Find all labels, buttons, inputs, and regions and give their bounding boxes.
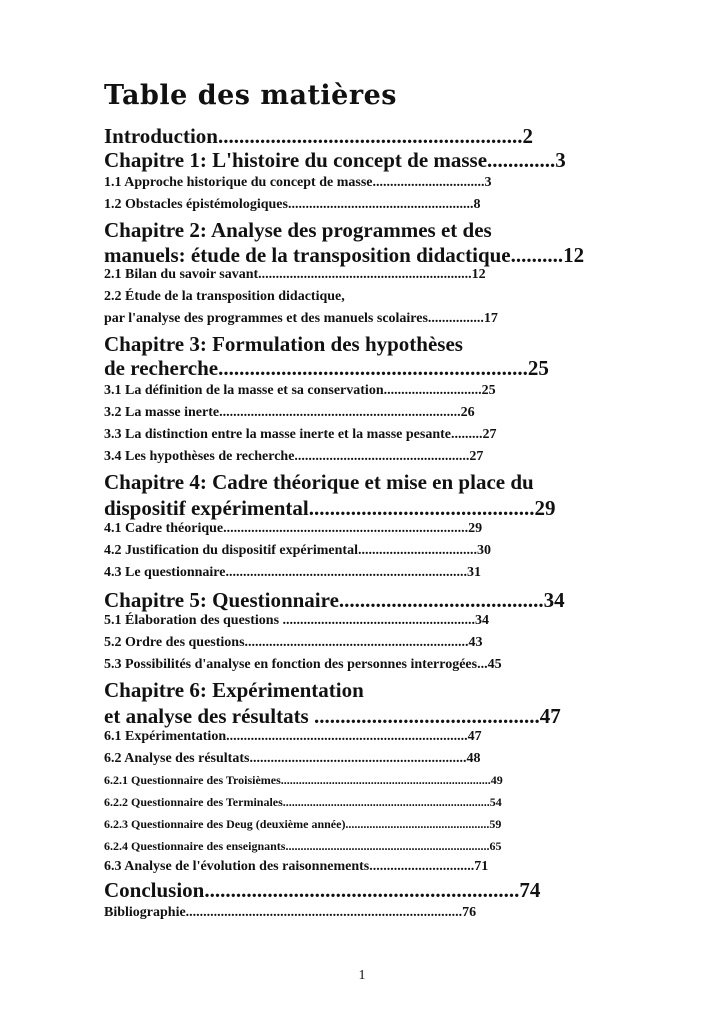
toc-entry: Chapitre 5: Questionnaire.......................................34 xyxy=(104,588,565,612)
toc-entry: 6.2.2 Questionnaire des Terminales.....................................................................54 xyxy=(104,795,502,809)
toc-entry: 3.1 La définition de la masse et sa conservation............................25 xyxy=(104,383,496,398)
toc-entry: 1.1 Approche historique du concept de masse................................3 xyxy=(104,175,492,190)
toc-entry: Chapitre 3: Formulation des hypothèses xyxy=(104,332,463,356)
toc-entry: 3.4 Les hypothèses de recherche..................................................27 xyxy=(104,449,484,464)
toc-entry: et analyse des résultats ...........................................47 xyxy=(104,704,561,728)
toc-entry: Chapitre 1: L'histoire du concept de masse.............3 xyxy=(104,148,566,172)
toc-entry: dispositif expérimental...........................................29 xyxy=(104,496,556,520)
page-number: 1 xyxy=(358,968,366,983)
toc-entry: par l'analyse des programmes et des manuels scolaires................17 xyxy=(104,311,498,326)
toc-entry: 5.1 Élaboration des questions .......................................................34 xyxy=(104,613,490,628)
toc-entry: Chapitre 6: Expérimentation xyxy=(104,678,364,702)
toc-entry: de recherche...........................................................25 xyxy=(104,356,549,380)
toc-entry: 1.2 Obstacles épistémologiques.....................................................8 xyxy=(104,197,481,212)
toc-entry: 6.2.4 Questionnaire des enseignants....................................................................65 xyxy=(104,839,502,853)
toc-entry: 4.1 Cadre théorique......................................................................29 xyxy=(104,521,483,536)
toc-entry: 3.2 La masse inerte.....................................................................26 xyxy=(104,405,475,420)
toc-entry: 4.3 Le questionnaire.....................................................................31 xyxy=(104,565,481,580)
toc-entry: 3.3 La distinction entre la masse inerte et la masse pesante.........27 xyxy=(104,427,497,442)
toc-entry: Bibliographie...............................................................................76 xyxy=(104,905,477,920)
toc-entry: Introduction..........................................................2 xyxy=(104,124,533,148)
toc-entry: manuels: étude de la transposition didactique..........12 xyxy=(104,243,585,267)
toc-title: Table des matières xyxy=(104,80,397,111)
toc-entry: Chapitre 2: Analyse des programmes et des xyxy=(104,218,492,242)
toc-entry: 6.2.3 Questionnaire des Deug (deuxième année)................................................59 xyxy=(104,817,502,831)
toc-entry: 4.2 Justification du dispositif expérimental..................................30 xyxy=(104,543,491,558)
toc-entry: Conclusion............................................................74 xyxy=(104,878,541,902)
toc-entry: 6.2.1 Questionnaire des Troisièmes......................................................................49 xyxy=(104,773,503,787)
toc-entry: 2.1 Bilan du savoir savant.............................................................12 xyxy=(104,267,486,282)
toc-entry: 6.3 Analyse de l'évolution des raisonnements..............................71 xyxy=(104,859,489,874)
toc-entry: 6.1 Expérimentation.....................................................................47 xyxy=(104,729,482,744)
toc-entry: 6.2 Analyse des résultats..............................................................48 xyxy=(104,751,481,766)
toc-entry: 2.2 Étude de la transposition didactique, xyxy=(104,289,345,304)
toc-entry: 5.2 Ordre des questions................................................................43 xyxy=(104,635,483,650)
toc-entry: Chapitre 4: Cadre théorique et mise en place du xyxy=(104,470,534,494)
toc-entry: 5.3 Possibilités d'analyse en fonction des personnes interrogées...45 xyxy=(104,657,502,672)
